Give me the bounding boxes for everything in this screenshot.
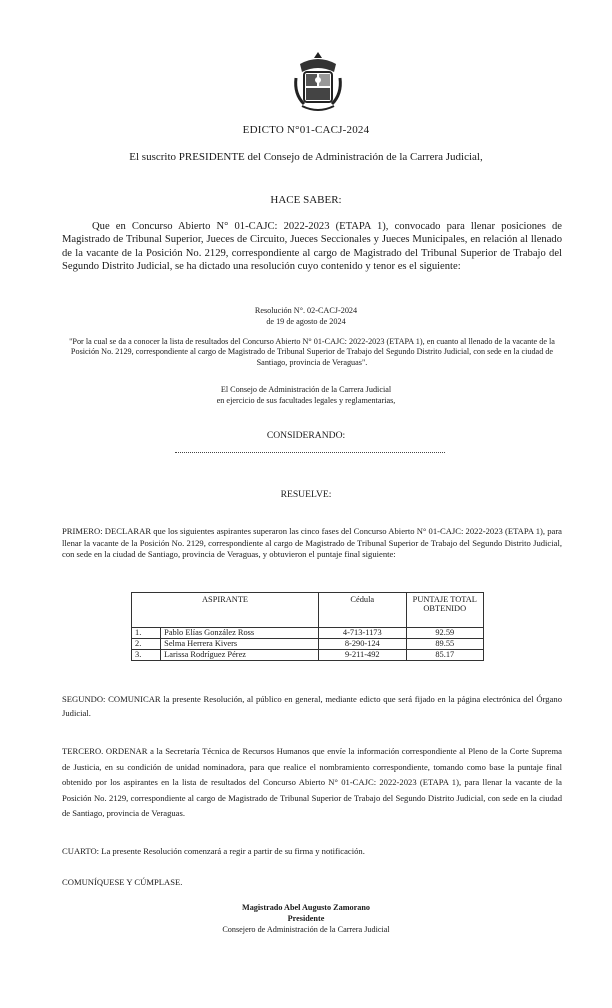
signer-organization: Consejero de Administración de la Carrera Judicial <box>222 924 390 934</box>
row-number: 3. <box>132 650 161 661</box>
considerando-heading: CONSIDERANDO: <box>266 430 346 441</box>
table-row <box>132 639 484 650</box>
primero-verb: DECLARAR <box>104 526 152 536</box>
segundo-text: la presente Resolución, al público en general, mediante edicto que será fijado en la página electrónica del Órgano Judicial. <box>62 694 562 718</box>
row-number: 1. <box>132 628 161 639</box>
signer-role: Presidente <box>287 913 325 923</box>
row-name: Pablo Elías González Ross <box>161 628 319 639</box>
row-number: 2. <box>132 639 161 650</box>
article-primero <box>62 526 562 561</box>
row-cedula: 9-211-492 <box>319 650 406 661</box>
intro-line: El suscrito PRESIDENTE del Consejo de Administración de la Carrera Judicial, <box>129 151 483 163</box>
resolution-date: de 19 de agosto de 2024 <box>266 316 346 326</box>
consejo-line-1: El Consejo de Administración de la Carrera Judicial <box>220 385 392 394</box>
row-cedula: 4-713-1173 <box>319 628 406 639</box>
tercero-verb: ORDENAR <box>105 746 148 756</box>
dotted-separator <box>175 452 445 453</box>
row-name: Selma Herrera Kivers <box>161 639 319 650</box>
table-row <box>132 650 484 661</box>
resuelve-heading: RESUELVE: <box>280 489 332 500</box>
tercero-label: TERCERO. <box>62 746 104 756</box>
signature-block <box>0 903 612 935</box>
table-row <box>132 628 484 639</box>
comuniquese-line: COMUNÍQUESE Y CÚMPLASE. <box>62 877 183 887</box>
row-puntaje: 89.55 <box>406 639 483 650</box>
edict-title: EDICTO N°01-CACJ-2024 <box>242 124 370 136</box>
header-aspirante: ASPIRANTE <box>132 593 319 628</box>
row-cedula: 8-290-124 <box>319 639 406 650</box>
hace-saber-heading: HACE SABER: <box>270 194 342 206</box>
article-tercero <box>62 744 562 822</box>
consejo-block <box>0 385 612 406</box>
row-name: Larissa Rodríguez Pérez <box>161 650 319 661</box>
header-puntaje: PUNTAJE TOTAL OBTENIDO <box>406 593 483 628</box>
resolution-quote: "Por la cual se da a conocer la lista de resultados del Concurso Abierto N° 01-CAJC: 2022-2023 (ETAPA 1), en cuanto al llenado de la vacante de la Posición No. 2129, correspondiente al cargo de Magistrado de Tribunal Superior de Trabajo del Segundo Distrito Judicial, con sede en la ciudad de Santiago, provincia de Veraguas". <box>69 337 555 367</box>
signer-name: Magistrado Abel Augusto Zamorano <box>241 903 371 912</box>
consejo-line-2: en ejercicio de sus facultades legales y reglamentarias, <box>216 395 396 405</box>
cuarto-label: CUARTO: <box>62 846 100 856</box>
opening-paragraph: Que en Concurso Abierto N° 01-CAJC: 2022-2023 (ETAPA 1), convocado para llenar posiciones de Magistrado de Tribunal Superior, Jueces de Circuito, Jueces Seccionales y Jueces Municipales, en relación al llenado de la vacante de la Posición No. 2129, correspondiente al cargo de Magistrado del Tribunal Superior de Trabajo del Segundo Distrito Judicial, se ha dictado una resolución cuyo contenido y tenor es el siguiente: <box>62 221 562 273</box>
article-cuarto <box>62 845 562 857</box>
resolution-header <box>0 306 612 327</box>
header-cedula: Cédula <box>319 593 406 628</box>
resolution-number: Resolución N°. 02-CACJ-2024 <box>254 306 358 315</box>
segundo-label: SEGUNDO: <box>62 694 106 704</box>
row-puntaje: 85.17 <box>406 650 483 661</box>
primero-label: PRIMERO: <box>62 526 103 536</box>
cuarto-text: La presente Resolución comenzará a regir a partir de su firma y notificación. <box>99 846 365 856</box>
article-segundo <box>62 692 562 720</box>
tercero-text: a la Secretaría Técnica de Recursos Humanos que envíe la información correspondiente al Pleno de la Corte Suprema de Justicia, en su condición de unidad nominadora, para que realice el nombramiento correspondiente, tomando como base la puntaje final obtenido por los aspirantes en la lista de resultados del Concurso Abierto N° 01-CAJC: 2022-2023 (ETAPA 1), para llenar la vacante de la Posición No. 2129, correspondiente al cargo de Magistrado de Tribunal Superior de Trabajo del Segundo Distrito Judicial, con sede en la ciudad de Santiago, provincia de Veraguas. <box>62 746 562 819</box>
primero-text: que los siguientes aspirantes superaron las cinco fases del Concurso Abierto N° 01-CAJC: 2022-2023 (ETAPA 1), para llenar la vacante de la Posición No. 2129, correspondiente al cargo de Magistrado de Tribunal Superior de Trabajo del Segundo Distrito Judicial, con sede en la ciudad de Santiago, provincia de Veraguas, y obtuvieron el puntaje final siguiente: <box>62 526 562 560</box>
row-puntaje: 92.59 <box>406 628 483 639</box>
coat-of-arms-seal-icon <box>292 50 344 120</box>
results-table <box>131 592 484 661</box>
table-header-row <box>132 593 484 628</box>
segundo-verb: COMUNICAR <box>108 694 161 704</box>
